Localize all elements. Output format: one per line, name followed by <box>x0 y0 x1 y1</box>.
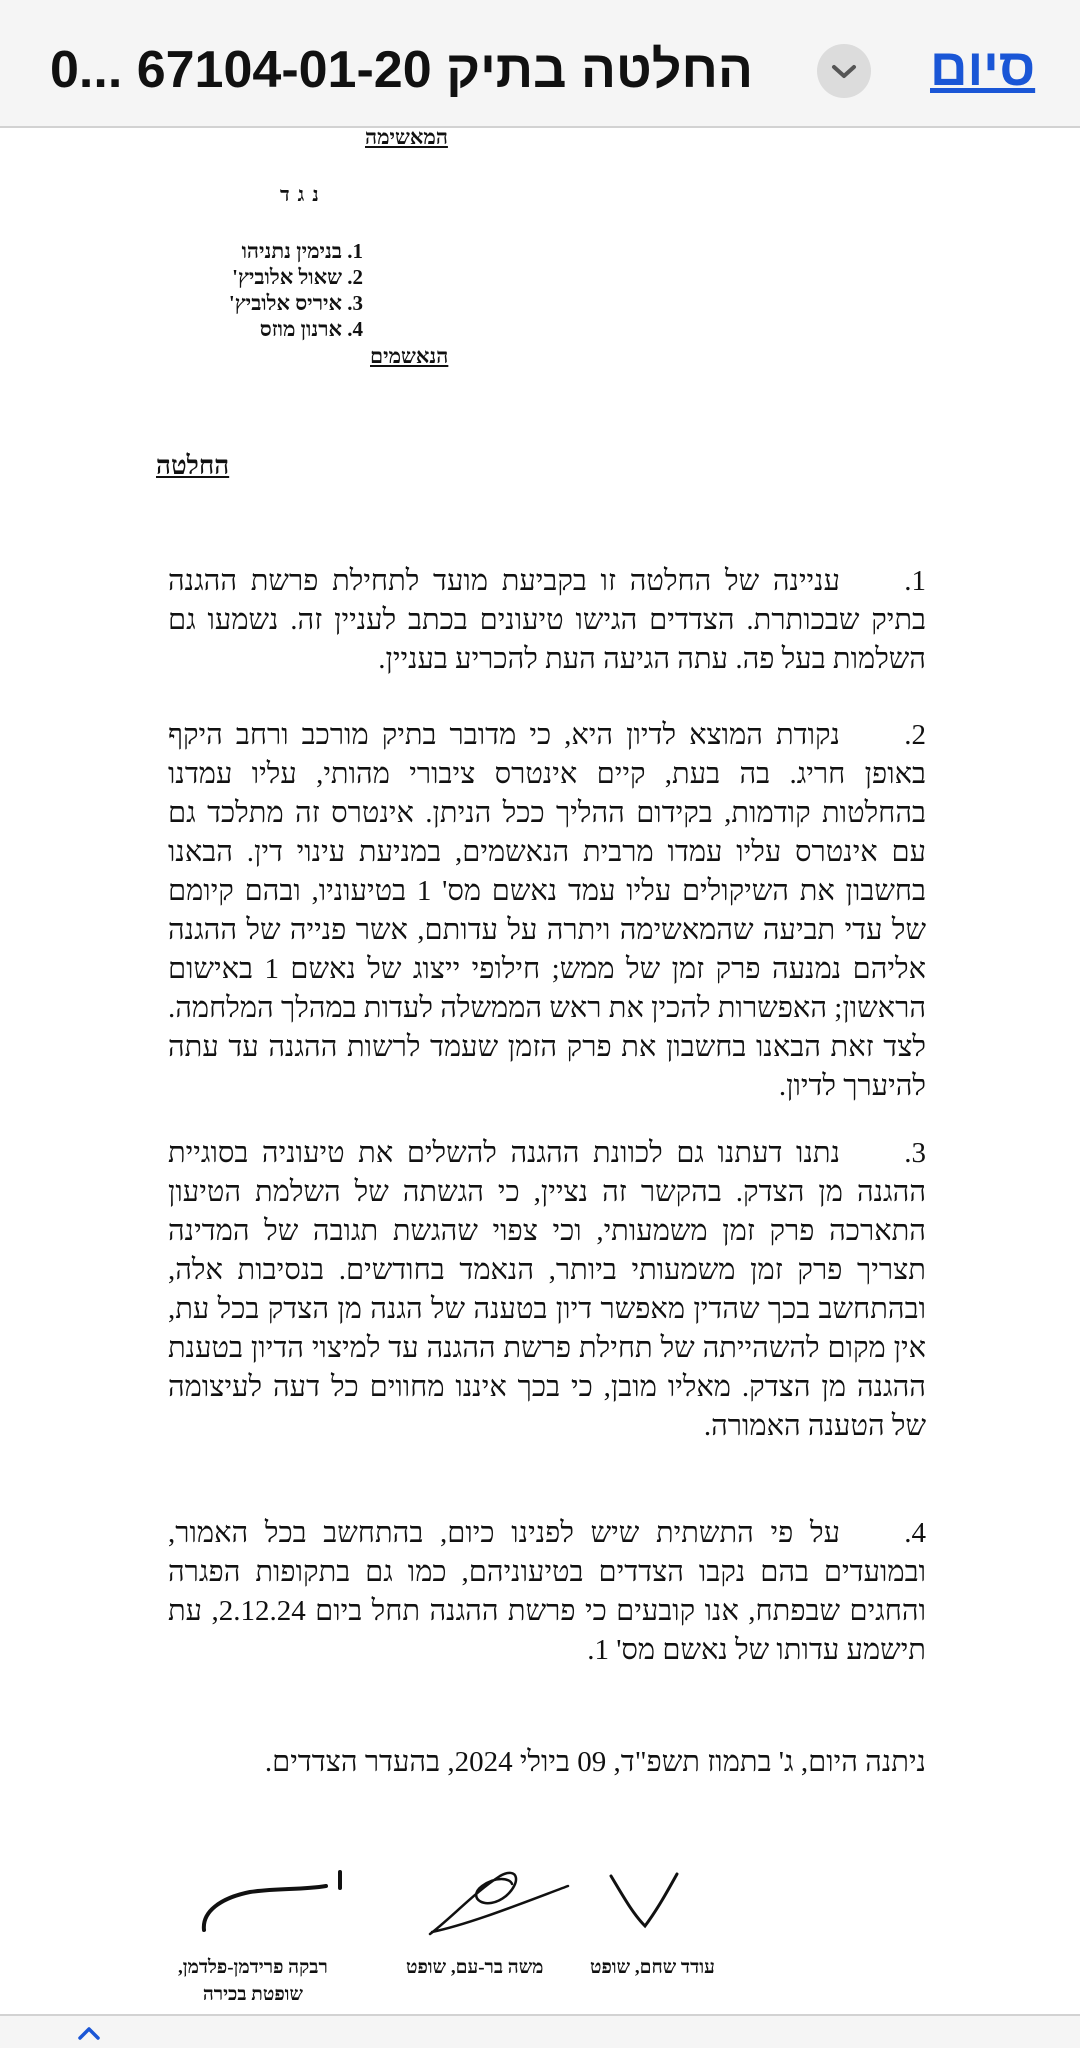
paragraph-2 <box>168 716 926 1106</box>
paragraph-number: 4. <box>904 1517 926 1549</box>
chevron-down-icon <box>831 60 857 82</box>
defendant-item: 4. ארנון מוזס <box>259 317 363 341</box>
defendant-item: 1. בנימין נתניהו <box>241 239 363 263</box>
paragraph-3 <box>168 1134 926 1446</box>
paragraph-number: 3. <box>904 1137 926 1169</box>
given-date-line: ניתנה היום, ג' בתמוז תשפ"ד, 09 ביולי 2024, בהעדר הצדדים. <box>264 1746 926 1778</box>
signature-judge-3 <box>198 1868 358 1940</box>
prosecution-label: המאשימה <box>365 125 448 149</box>
title-case-id: 67104-01-20 <box>136 41 432 99</box>
paragraph-number: 2. <box>904 719 926 751</box>
paragraph-text: נתנו דעתנו גם לכוונת ההגנה להשלים את טיעוניה בסוגיית ההגנה מן הצדק. בהקשר זה נציין, כי הגשתה של השלמת הטיעון התארכה פרק זמן משמעותי, וכי צפוי שהגשת תגובה של המדינה תצריך פרק זמן משמעותי ביותר, הנאמד בחודשים. בנסיבות אלה, ובהתחשב בכך שהדין מאפשר דיון בטענה של הגנה מן הצדק בכל עת, אין מקום להשהייתה של תחילת פרשת ההגנה עד למיצוי הדיון בטענת ההגנה מן הצדק. מאליו מובן, כי בכך איננו מחווים כל דעה לעיצומה של הטענה האמורה. <box>168 1137 926 1442</box>
paragraph-1 <box>168 562 926 679</box>
title-case-label: החלטה בתיק <box>446 41 754 99</box>
judge-name-1: עודד שחם, שופט <box>590 1957 715 1978</box>
signature-judge-1 <box>605 1866 705 1936</box>
signature-judge-2 <box>420 1864 570 1944</box>
judge-name-3: רבקה פרידמן-פלדמן, <box>178 1957 328 1978</box>
title-dropdown-button[interactable] <box>817 44 871 98</box>
defendants-list <box>205 238 363 342</box>
paragraph-text: על פי התשתית שיש לפנינו כיום, בהתחשב בכל האמור, ובמועדים בהם נקבו הצדדים בטיעוניהם, כמו גם בתקופות הפגרה והחגים שבפתח, אנו קובעים כי פרשת ההגנה תחל ביום 2.12.24, עת תישמע עדותו של נאשם מס' 1. <box>168 1517 927 1666</box>
bottom-toolbar <box>0 2014 1080 2048</box>
share-icon[interactable] <box>74 2018 104 2048</box>
paragraph-text: נקודת המוצא לדיון היא, כי מדובר בתיק מורכב ורחב היקף באופן חריג. בה בעת, קיים אינטרס ציבורי מהותי, עליו עמדנו בהחלטות קודמות, בקידום ההליך ככל הניתן. אינטרס זה מתלכד גם עם אינטרס עליו עמדו מרבית הנאשמים, במניעת עינוי דין. הבאנו בחשבון את השיקולים עליו עמד נאשם מס' 1 בטיעוניו, ובהם קיומם של עדי תביעה שהמאשימה ויתרה על עדותם, אשר פנייה של ההגנה אליהם נמנעה פרק זמן של ממש; חילופי ייצוג של נאשם 1 באישום הראשון; האפשרות להכין את ראש הממשלה לעדות במהלך המלחמה. לצד זאת הבאנו בחשבון את פרק הזמן שעמד לרשות ההגנה עד עתה להיערך לדיון. <box>168 719 927 1102</box>
judge-block-3 <box>178 1954 328 2008</box>
decision-heading: החלטה <box>156 451 230 480</box>
paragraph-4 <box>168 1514 926 1670</box>
top-nav-bar <box>0 0 1080 128</box>
paragraph-text: עניינה של החלטה זו בקביעת מועד לתחילת פרשת ההגנה בתיק שבכותרת. הצדדים הגישו טיעונים בכתב לעניין זה. נשמעו גם השלמות בעל פה. עתה הגיעה העת להכריע בעניין. <box>168 565 926 675</box>
paragraph-number: 1. <box>904 565 926 597</box>
versus-label: נגד <box>280 184 327 206</box>
document-title <box>50 34 780 106</box>
defendant-item: 3. איריס אלוביץ' <box>228 291 363 315</box>
defendant-item: 2. שאול אלוביץ' <box>232 265 363 289</box>
done-button[interactable]: סיום <box>930 39 1036 97</box>
judge-name-2: משה בר-עם, שופט <box>406 1957 544 1978</box>
title-truncated-prefix: 0... <box>50 41 123 99</box>
defendants-label: הנאשמים <box>370 344 449 368</box>
judge-title-3: שופטת בכירה <box>202 1984 303 2005</box>
